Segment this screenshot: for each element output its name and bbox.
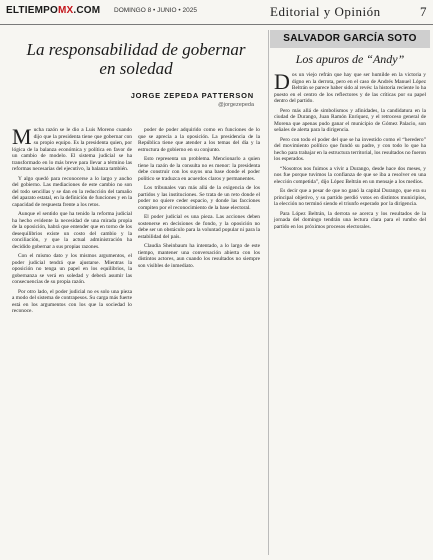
article-headline: La responsabilidad de gobernar en soledad <box>26 40 246 78</box>
left-article <box>6 30 264 555</box>
paragraph: os un viejo refrán que hay que ser humilde en la victoria y digno en la derrota, pero en el caso de Andrés Manuel López Beltrán se parece haber sido al revés: la historia reciente lo ha puesto en el centro de los reflectores y de las críticas por su papel dentro del partido. <box>274 72 426 104</box>
paragraph: Con el mismo dato y los mismos argumentos, el poder judicial tendrá que ajustarse. Mientras la oposición no tenga un papel en los equilibrios, la gobernanza se verá en soledad y deberá asumir las consecuencias de su propia razón. <box>12 253 132 285</box>
paragraph: Y algo quedó para reconocerse a lo largo y ancho del gobierno. Las mediaciones de este cambio no son del todo sencillas y se dan en la reducción del tamaño del aparato estatal, en la definición de funciones y en la capacidad de respuesta frente a los retos. <box>12 175 132 208</box>
article-author: JORGE ZEPEDA PATTERSON <box>130 91 254 100</box>
author-handle: @jorgezepeda <box>218 102 254 108</box>
issue-date: DOMINGO 8 • JUNIO • 2025 <box>114 7 197 14</box>
right-article <box>270 30 430 555</box>
column-divider <box>268 30 269 555</box>
dropcap: M <box>12 124 32 149</box>
dropcap: D <box>274 69 290 94</box>
page-header <box>0 0 433 25</box>
column-title: Los apuros de “Andy” <box>295 52 405 66</box>
paragraph: Esto representa un problema. Mencionarlo a quien tiene la razón de la consulta no es menor: la presidenta debe construir con los suyos una base donde el poder político se traduzca en acuerdos claros y permanentes. <box>138 156 260 182</box>
article-column-2 <box>138 127 260 547</box>
paragraph: Es decir que a pesar de que no ganó la capital Durango, que era su principal objetivo, y su partido perdió votos en distintos municipios, la elección no terminó siendo el triunfo esperado por la dirigencia. <box>274 188 426 207</box>
author-band <box>270 30 430 48</box>
paragraph: El poder judicial es una pieza. Las acciones deben sostenerse en decisiones de fondo, y la oposición no debe ser un obstáculo para la voluntad popular ni para la estabilidad del país. <box>138 214 260 240</box>
paragraph: Aunque el sentido que ha tenido la reforma judicial ha hecho evidente la necesidad de una mirada propia de la oposición, habrá que entender que en torno de los desequilibrios existe un costo del cambio y la conciliación, y que la actual administración ha decidido gobernar a sus propias razones. <box>12 211 132 250</box>
paragraph: poder de poder adquirido como en funciones de lo que se aprecia a la oposición. La presidencia de la República tiene que atender a los temas del día y la estructura de gobierno en su conjunto. <box>138 127 260 153</box>
paragraph: ucha razón se le dio a Luis Moreno cuando dijo que la presidenta tiene que gobernar con su propio equipo. Es la presidenta quien, por lógica de la balanza económica y política en favor de un cambio de modelo. El sistema judicial se ha transformado en lo más breve para llevar a término las reformas necesarias del ejecutivo, la balanza también. <box>12 127 132 172</box>
paragraph: “Nosotros nos fuimos a vivir a Durango, desde hace dos meses, y nos fue porque tuvimos la confianza de que se iba a resolver en una elección competida”, dijo López Beltrán en un mensaje a los medios. <box>274 165 426 185</box>
newspaper-logo[interactable] <box>6 5 100 16</box>
columnist-name: SALVADOR GARCÍA SOTO <box>283 33 417 44</box>
paragraph: Claudia Sheinbaum ha intentado, a lo largo de este tiempo, mantener una conversación abierta con los distintos actores, aun cuando los resultados no siempre son visibles de inmediato. <box>138 243 260 269</box>
logo-tld: .COM <box>73 5 101 16</box>
logo-main: ELTIEMPO <box>6 5 58 16</box>
section-title: Editorial y Opinión <box>270 4 381 19</box>
paragraph: Pero con todo el poder del que se ha investido como el “heredero” del movimiento político que fundó su padre, y con todo lo que ha hecho para trabajar en la estructura territorial, los resultados no fueron los esperados. <box>274 136 426 162</box>
paragraph: Pero más allá de simbolismos y afinidades, la candidatura en la ciudad de Durango, Juan Ramón Enríquez, y el retroceso general de Morena que apenas pudo ganar el municipio de Gómez Palacio, son señales de alerta para la dirigencia. <box>274 107 426 133</box>
column-body <box>274 69 426 550</box>
logo-mx: MX <box>57 5 74 16</box>
paragraph: Por otro lado, el poder judicial no es solo una pieza a modo del sistema de contrapesos. Su carga más fuerte está en los argumentos con los que la sociedad lo reconoce. <box>12 288 132 314</box>
article-column-1 <box>12 124 132 547</box>
page-number: 7 <box>420 4 427 19</box>
paragraph: Para López Beltrán, la derrota se acerca y los resultados de la jornada del domingo tendrán una lectura clara para el rumbo del partido en los próximos procesos electorales. <box>274 210 426 230</box>
paragraph: Los tribunales van más allá de la exigencia de los partidos y las instituciones. Se trata de un reto donde el poder no quiere ceder espacio, y donde las facciones compiten por el reconocimiento de la base electoral. <box>138 185 260 211</box>
